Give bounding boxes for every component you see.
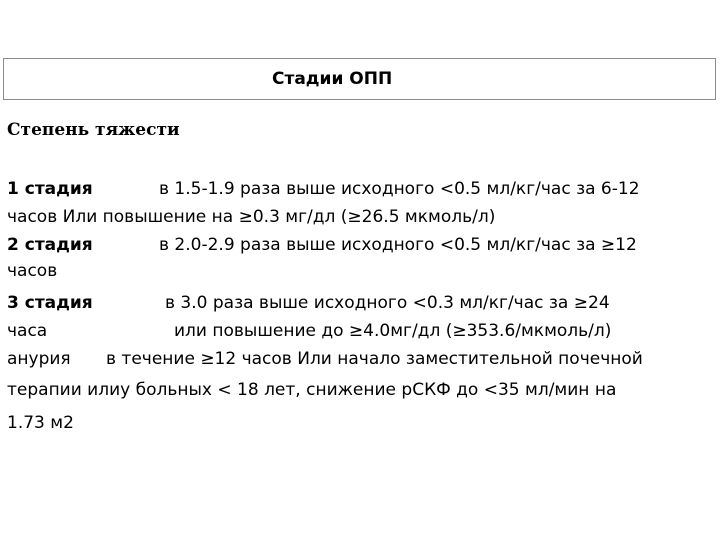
title-box xyxy=(3,58,716,100)
stage-2-label: 2 стадия xyxy=(7,235,93,255)
stage-3-text-1: в 3.0 раза выше исходного <0.3 мл/кг/час за ≥24 xyxy=(165,293,610,313)
stage-3-text-3a: анурия xyxy=(7,349,71,369)
stage-3-text-4: терапии илиу больных < 18 лет, снижение рСКФ до <35 мл/мин на xyxy=(7,380,617,400)
stage-3-label: 3 стадия xyxy=(7,293,93,313)
slide-title: Стадии ОПП xyxy=(272,69,393,89)
stage-3-text-3b: в течение ≥12 часов Или начало заместительной почечной xyxy=(106,349,643,369)
stage-1-text-1: в 1.5-1.9 раза выше исходного <0.5 мл/кг/час за 6-12 xyxy=(159,179,640,199)
stage-2-text-2: часов xyxy=(7,261,58,281)
stage-2-text-1: в 2.0-2.9 раза выше исходного <0.5 мл/кг/час за ≥12 xyxy=(159,235,637,255)
stage-3-text-2a: часа xyxy=(7,321,48,341)
stage-3-text-2b: или повышение до ≥4.0мг/дл (≥353.6/мкмоль/л) xyxy=(174,321,612,341)
stage-1-label: 1 стадия xyxy=(7,179,93,199)
stage-3-text-5: 1.73 м2 xyxy=(7,413,74,433)
section-heading: Степень тяжести xyxy=(7,120,180,140)
stage-1-text-2: часов Или повышение на ≥0.3 мг/дл (≥26.5 мкмоль/л) xyxy=(7,207,496,227)
